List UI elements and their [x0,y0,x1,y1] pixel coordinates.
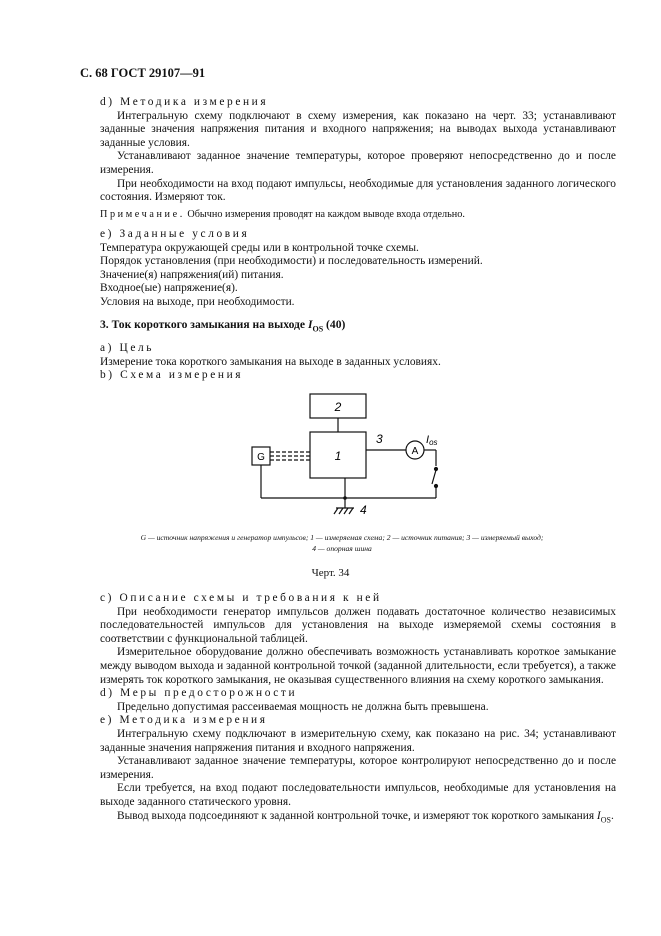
section-3-symbol: I [307,318,313,331]
d-paragraph-3: При необходимости на вход подают импульсы, необходимые для установления заданного логического состояния. Измеряют ток. [100,177,616,204]
c-paragraph-2: Измерительное оборудование должно обеспечивать возможность устанавливать короткое замыкание между выводом выхода и заданной контрольной точкой (заданной длительности, если требуется), а также измерять ток короткого замыкания, не оказывая существенного влияния на схему короткого замыкания. [100,646,616,686]
switch-icon [432,470,436,484]
c-title: c) Описание схемы и требования к ней [100,592,382,604]
e-line-3: Значение(я) напряжения(ий) питания. [100,268,284,281]
e-line-4: Входное(ые) напряжение(я). [100,282,238,295]
methodology-title: e) Методика измерения [100,714,268,727]
current-label: Ios [426,434,438,447]
ground-label: 4 [360,503,367,517]
note-label: Примечание. [100,209,185,220]
section-3-title [100,318,616,336]
d-paragraph-1: Интегральную схему подключают в схему измерения, как показано на черт. 33; устанавливают заданные значения напряжения питания и входного напряжения; на выводах выхода устанавливают заданные условия. [100,109,616,149]
circuit-diagram [0,380,661,520]
precautions-title: d) Меры предосторожности [100,687,298,700]
section-3-title-prefix: 3. Ток короткого замыкания на выходе [100,318,306,331]
output-label: 3 [376,432,383,446]
methodology-paragraph-4: Вывод выхода подсоединяют к заданной контрольной точке, и измеряют ток короткого замыкания $I_{OS}$. [117,809,614,824]
e-line-1: Температура окружающей среды или в контрольной точке схемы. [100,241,419,254]
d-title: d) Методика измерения [100,96,269,108]
e-line-2: Порядок установления (при необходимости) и последовательность измерений. [100,255,483,268]
methodology-paragraph-3: Если требуется, на вход подают последовательности импульсов, необходимые для установления на выходе заданного статического уровня. [100,782,616,808]
caption-line-1: G — источник напряжения и генератор импульсов; 1 — измеряемая схема; 2 — источник питания; 3 — измеряемый выход; [140,533,544,542]
section-2-conditions [100,228,616,310]
section-3-intro [100,342,616,383]
section-3-symbol-sub: OS [312,324,324,334]
page-header: С. 68 ГОСТ 29107—91 [80,66,206,80]
a-title: a) Цель [100,342,155,354]
e-title: e) Заданные условия [100,228,250,240]
methodology-paragraph-1: Интегральную схему подключают в измерительную схему, как показано на рис. 34; устанавливают заданные значения напряжения питания и входного напряжения. [100,727,616,754]
note-text: Обычно измерения проводят на каждом выводе входа отдельно. [187,209,465,220]
section-2-methodology [100,96,616,205]
b-title: b) Схема измерения [100,369,244,382]
note [100,208,616,222]
box-1-label: 1 [334,449,342,463]
section-3-details [100,592,616,826]
methodology-paragraph-2: Устанавливают заданное значение температуры, которое контролируют непосредственно до и после измерения. [100,755,616,781]
section-3-title-suffix: (40) [323,318,346,331]
box-2-label: 2 [334,400,342,414]
e-line-5: Условия на выходе, при необходимости. [100,295,295,308]
figure-caption [70,532,614,554]
precautions-text: Предельно допустимая рассеиваемая мощность не должна быть превышена. [117,700,489,713]
caption-line-2: 4 — опорная шина [312,544,372,553]
c-paragraph-1: При необходимости генератор импульсов должен подавать достаточное количество независимых последовательностей импульсов для установления на выходе измеряемой схемы состояния в соответствии с функциональной таблицей. [100,605,616,645]
figure-number: Черт. 34 [311,567,350,579]
ammeter-label: A [411,446,419,457]
a-text: Измерение тока короткого замыкания на выходе в заданных условиях. [100,355,441,368]
generator-label: G [257,452,265,463]
d-paragraph-2: Устанавливают заданное значение температуры, которое проверяют непосредственно до и после измерения. [100,150,616,176]
